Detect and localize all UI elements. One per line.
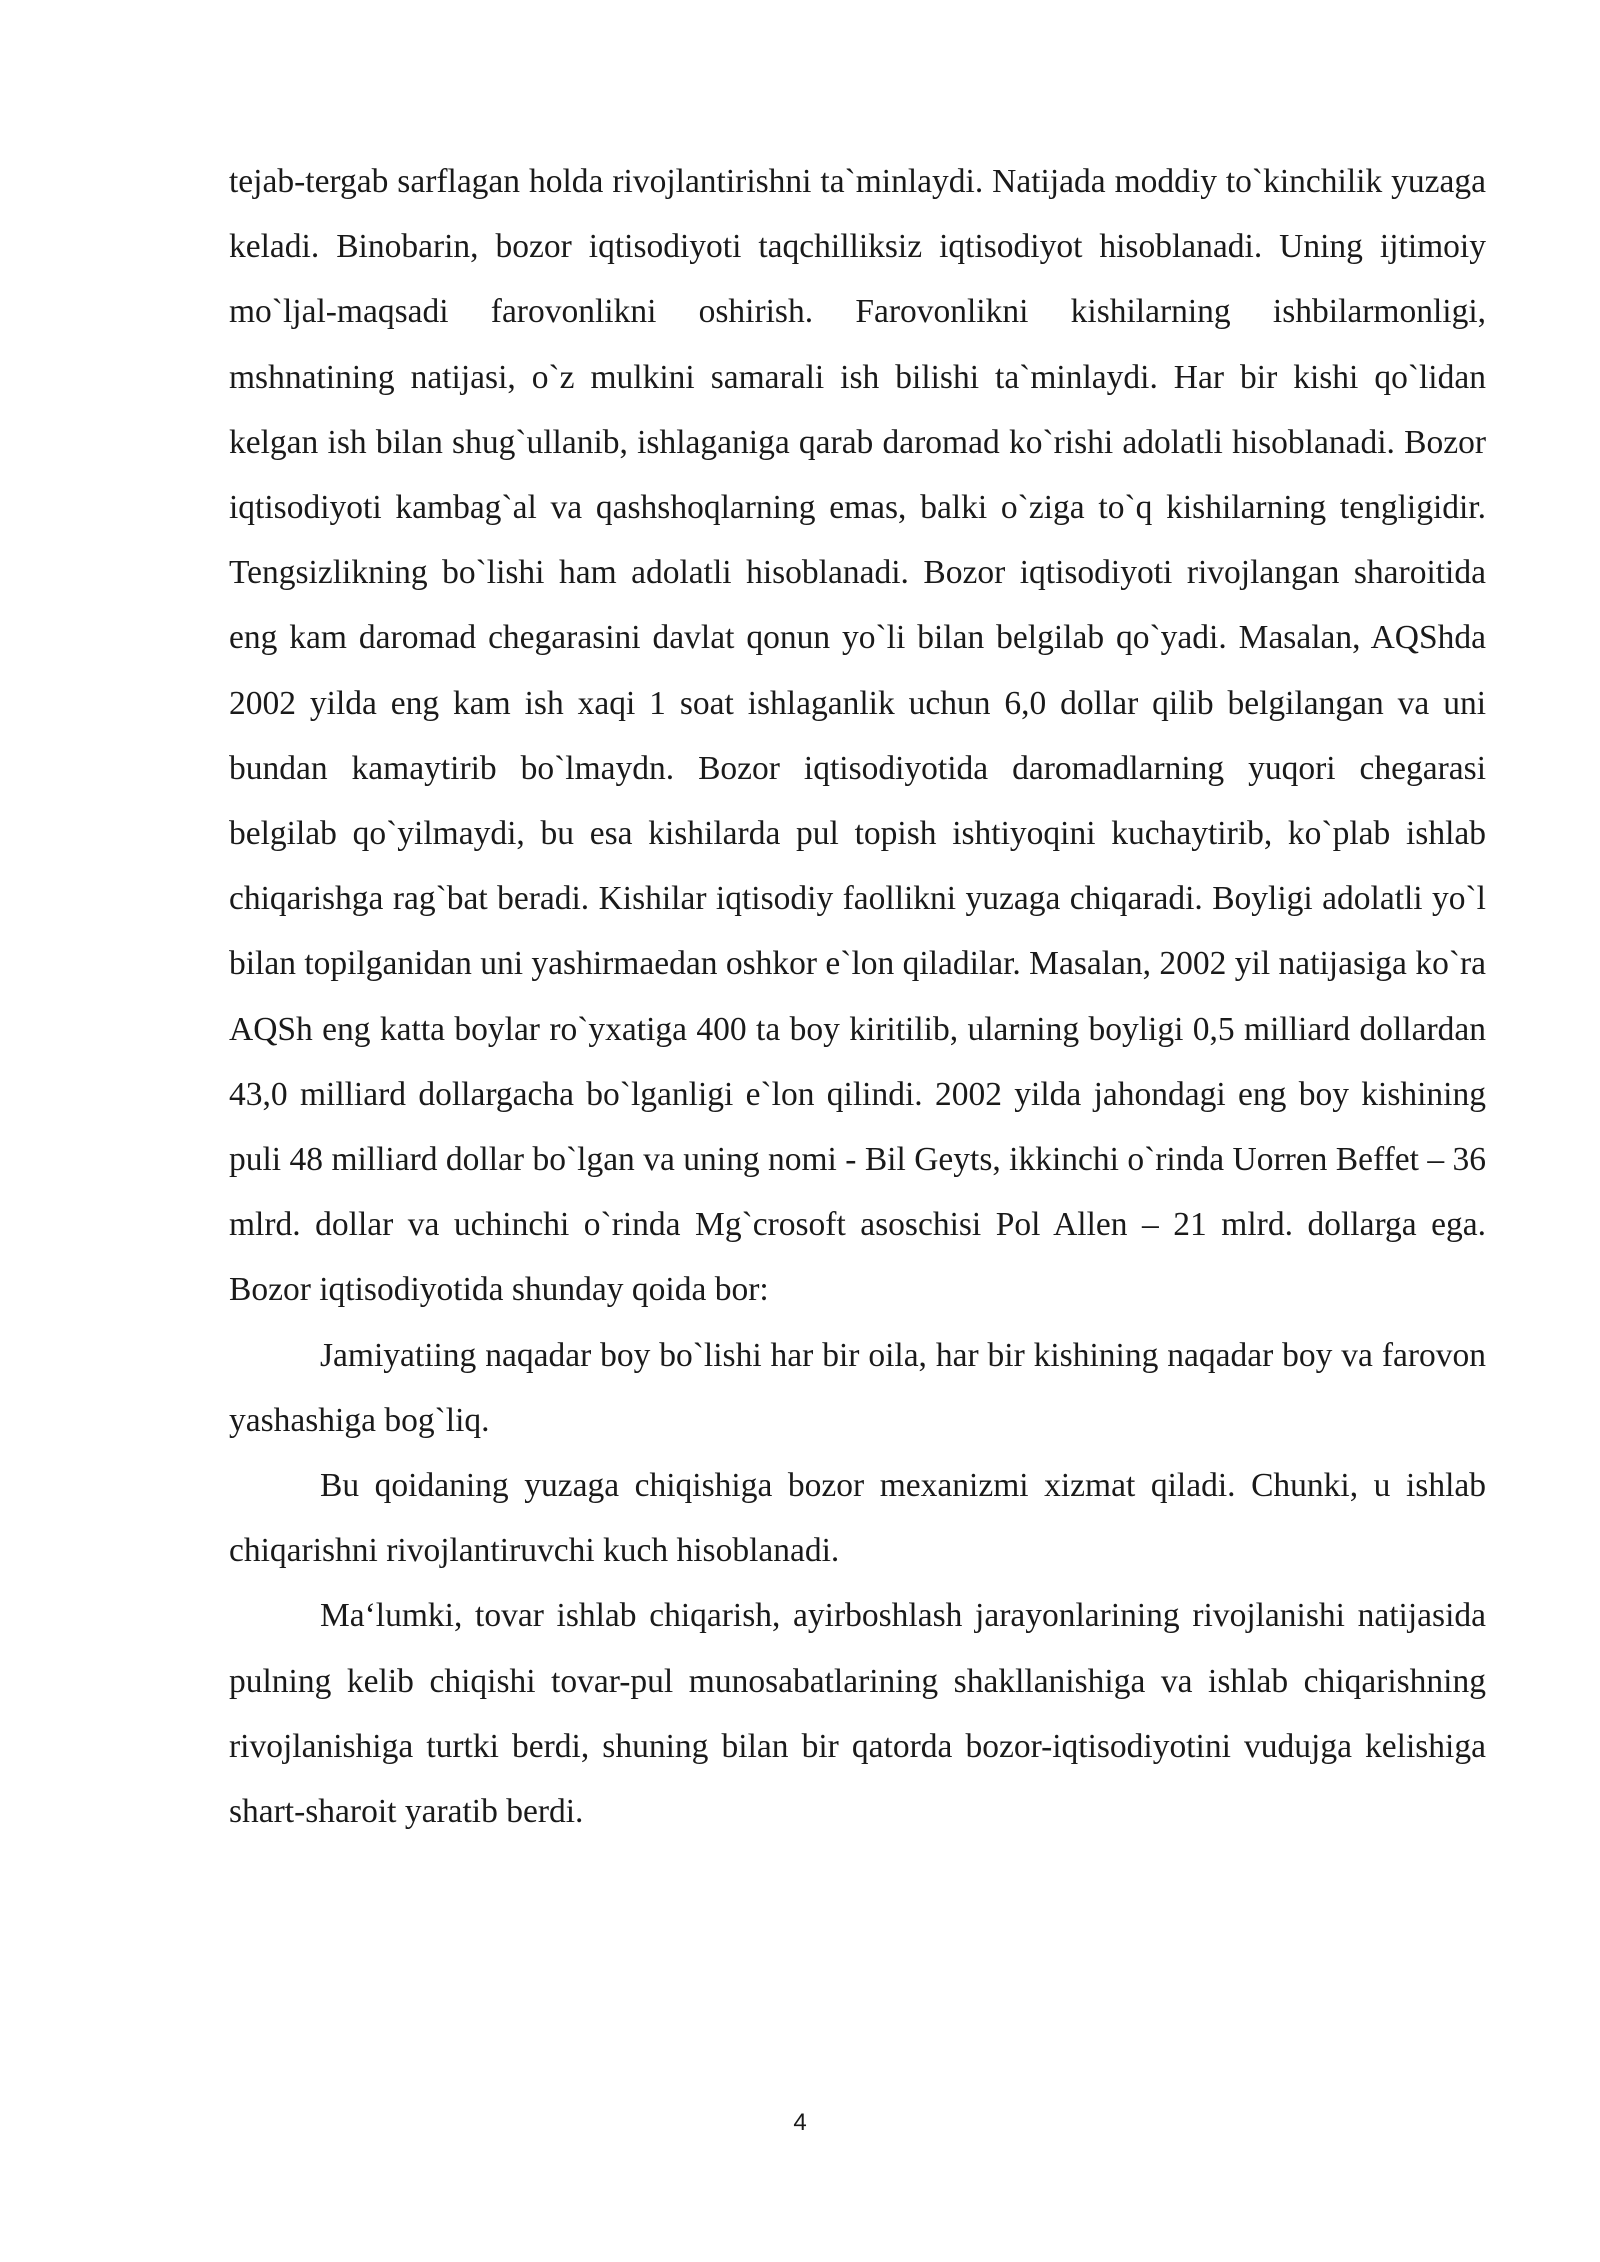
paragraph-market-economy-wealth: tejab-tergab sarflagan holda rivojlantirishni ta`minlaydi. Natijada moddiy to`kinchilik yuzaga keladi. Binobarin, bozor iqtisodiyoti taqchilliksiz iqtisodiyot hisoblanadi. Uning ijtimoiy mo`ljal-maqsadi farovonlikni oshirish. Farovonlikni kishilarning ishbilarmonligi, mshnatining natijasi, o`z mulkini samarali ish bilishi ta`minlaydi. Har bir kishi qo`lidan kelgan ish bilan shug`ullanib, ishlaganiga qarab daromad ko`rishi adolatli hisoblanadi. Bozor iqtisodiyoti kambag`al va qashshoqlarning emas, balki o`ziga to`q kishilarning tengligidir. Tengsizlikning bo`lishi ham adolatli hisoblanadi. Bozor iqtisodiyoti rivojlangan sharoitida eng kam daromad chegarasini davlat qonun yo`li bilan belgilab qo`yadi. Masalan, AQShda 2002 yilda eng kam ish xaqi 1 soat ishlaganlik uchun 6,0 dollar qilib belgilangan va uni bundan kamaytirib bo`lmaydn. Bozor iqtisodiyotida daromadlarning yuqori chegarasi belgilab qo`yilmaydi, bu esa kishilarda pul topish ishtiyoqini kuchaytirib, ko`plab ishlab chiqarishga rag`bat beradi. Kishilar iqtisodiy faollikni yuzaga chiqaradi. Boyligi adolatli yo`l bilan topilganidan uni yashirmaedan oshkor e`lon qiladilar. Masalan, 2002 yil natijasiga ko`ra AQSh eng katta boylar ro`yxatiga 400 ta boy kiritilib, ularning boyligi 0,5 milliard dollardan 43,0 milliard dollargacha bo`lganligi e`lon qilindi. 2002 yilda jahondagi eng boy kishining puli 48 milliard dollar bo`lgan va uning nomi - Bil Geyts, ikkinchi o`rinda Uorren Beffet – 36 mlrd. dollar va uchinchi o`rinda Mg`crosoft asoschisi Pol Allen – 21 mlrd. dollarga ega. Bozor iqtisodiyotida shunday qoida bor: — [229, 163, 1486, 1309]
document-body — [229, 149, 1486, 1844]
paragraph-market-mechanism: Bu qoidaning yuzaga chiqishiga bozor mexanizmi xizmat qiladi. Chunki, u ishlab chiqarishni rivojlantiruvchi kuch hisoblanadi. — [229, 1467, 1486, 1570]
paragraph-society-rule: Jamiyatiing naqadar boy bo`lishi har bir oila, har bir kishining naqadar boy va farovon yashashiga bog`liq. — [229, 1336, 1486, 1439]
page-number: 4 — [793, 2109, 807, 2136]
paragraph-commodity-money: Ma‘lumki, tovar ishlab chiqarish, ayirboshlash jarayonlarining rivojlanishi natijasida pulning kelib chiqishi tovar-pul munosabatlarining shakllanishiga va ishlab chiqarishning rivojlanishiga turtki berdi, shuning bilan bir qatorda bozor-iqtisodiyotini vudujga kelishiga shart-sharoit yaratib berdi. — [229, 1597, 1486, 1831]
